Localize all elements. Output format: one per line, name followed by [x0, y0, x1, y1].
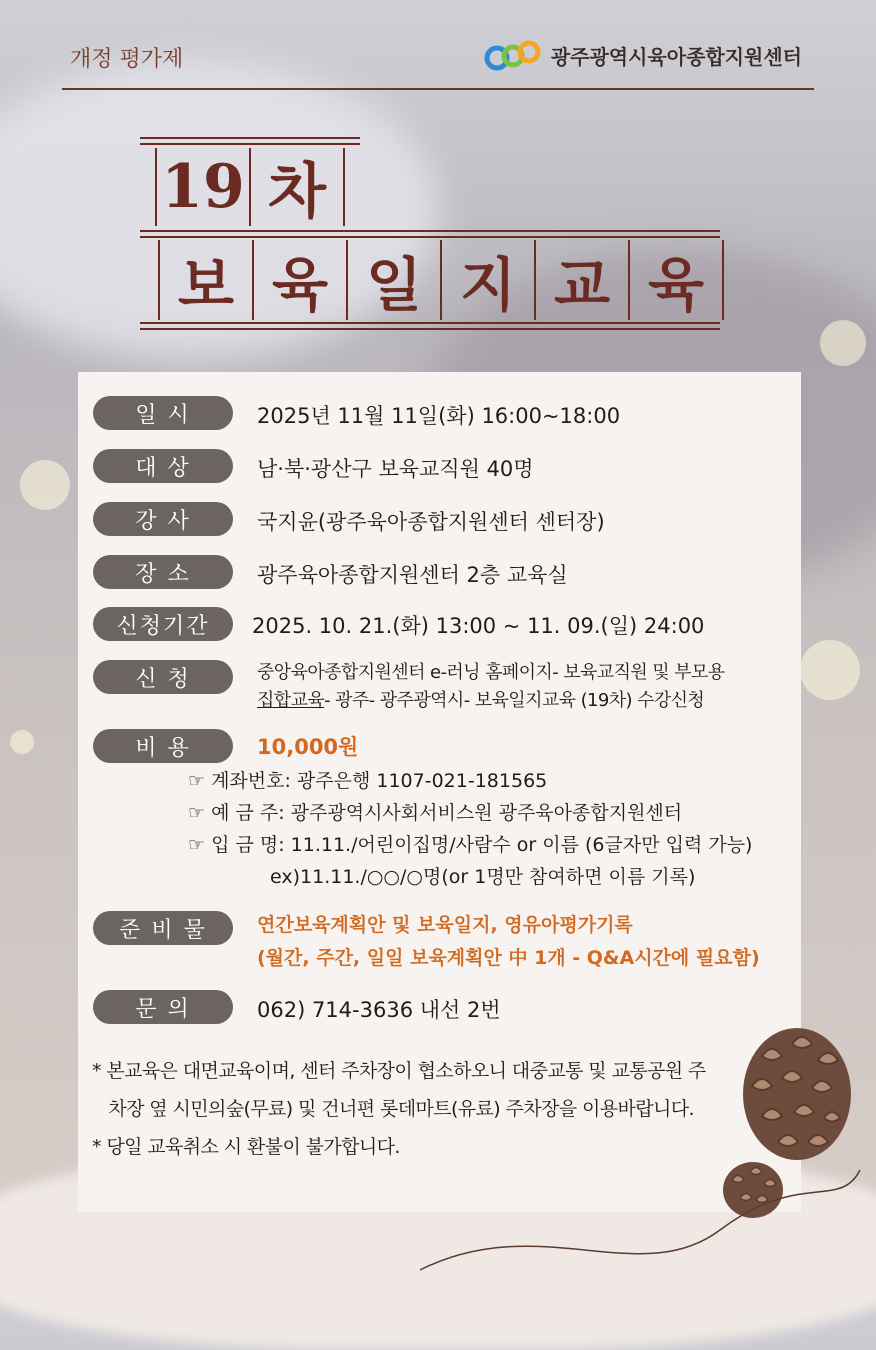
- value-place: 광주육아종합지원센터 2층 교육실: [257, 563, 568, 587]
- title-rule: [140, 137, 360, 139]
- notice-line: * 당일 교육취소 시 환불이 불가합니다.: [92, 1136, 400, 1158]
- title-rule: [140, 230, 720, 232]
- decorative-string: [420, 1150, 870, 1284]
- value-target: 남·북·광산구 보육교직원 40명: [257, 457, 534, 481]
- title-char: 차: [249, 148, 345, 226]
- label-instructor: 강 사: [93, 502, 233, 536]
- title-rule: [140, 328, 720, 330]
- label-place: 장 소: [93, 555, 233, 589]
- label-contact: 문 의: [93, 990, 233, 1024]
- title-char: 교: [534, 240, 628, 320]
- value-materials-line2: (월간, 주간, 일일 보육계획안 中 1개 - Q&A시간에 필요함): [257, 947, 760, 969]
- title-char: 일: [346, 240, 440, 320]
- payment-holder: ☞ 예 금 주: 광주광역시사회서비스원 광주육아종합지원센터: [188, 802, 683, 824]
- payment-example: ex)11.11./○○/○명(or 1명만 참여하면 이름 기록): [270, 866, 696, 888]
- program-label: 개정 평가제: [70, 47, 184, 72]
- header-divider: [62, 88, 814, 90]
- value-apply-line2: 집합교육- 광주- 광주광역시- 보육일지교육 (19차) 수강신청: [257, 690, 705, 711]
- bokeh-light: [820, 320, 866, 366]
- value-contact: 062) 714-3636 내선 2번: [257, 998, 501, 1022]
- payment-depositor: ☞ 입 금 명: 11.11./어린이집명/사람수 or 이름 (6글자만 입력 가능): [188, 834, 753, 856]
- organization-logo: [483, 38, 802, 72]
- title-rule: [140, 143, 360, 145]
- title-line-1: [155, 148, 345, 226]
- title-line-2: [158, 240, 724, 320]
- label-target: 대 상: [93, 449, 233, 483]
- title-char: 지: [440, 240, 534, 320]
- value-instructor: 국지윤(광주육아종합지원센터 센터장): [257, 510, 605, 534]
- notice-line: 차장 옆 시민의숲(무료) 및 건너편 롯데마트(유료) 주차장을 이용바랍니다.: [92, 1098, 694, 1120]
- label-fee: 비 용: [93, 729, 233, 763]
- value-materials-line1: 연간보육계획안 및 보육일지, 영유아평가기록: [257, 914, 633, 936]
- title-char: 육: [252, 240, 346, 320]
- logo-text: 광주광역시육아종합지원센터: [550, 44, 802, 69]
- payment-account: ☞ 계좌번호: 광주은행 1107-021-181565: [188, 770, 548, 792]
- title-char: 19: [155, 148, 249, 226]
- title-rule: [140, 322, 720, 324]
- bokeh-light: [20, 460, 70, 510]
- title-char: 육: [628, 240, 724, 320]
- bokeh-light: [800, 640, 860, 700]
- notice-line: * 본교육은 대면교육이며, 센터 주차장이 협소하오니 대중교통 및 교통공원 주: [92, 1060, 706, 1082]
- pinecone-large-icon: [732, 1016, 862, 1166]
- value-apply-line1: 중앙육아종합지원센터 e-러닝 홈페이지- 보육교직원 및 부모용: [257, 662, 725, 683]
- label-apply: 신 청: [93, 660, 233, 694]
- value-period: 2025. 10. 21.(화) 13:00 ~ 11. 09.(일) 24:00: [252, 614, 705, 638]
- label-materials: 준 비 물: [93, 911, 233, 945]
- logo-icon: [483, 38, 543, 72]
- apply-link[interactable]: 집합교육: [257, 690, 325, 711]
- label-datetime: 일 시: [93, 396, 233, 430]
- label-period: 신청기간: [93, 607, 233, 641]
- value-fee: 10,000원: [257, 735, 359, 759]
- value-datetime: 2025년 11월 11일(화) 16:00~18:00: [257, 404, 621, 428]
- title-char: 보: [158, 240, 252, 320]
- bokeh-light: [10, 730, 34, 754]
